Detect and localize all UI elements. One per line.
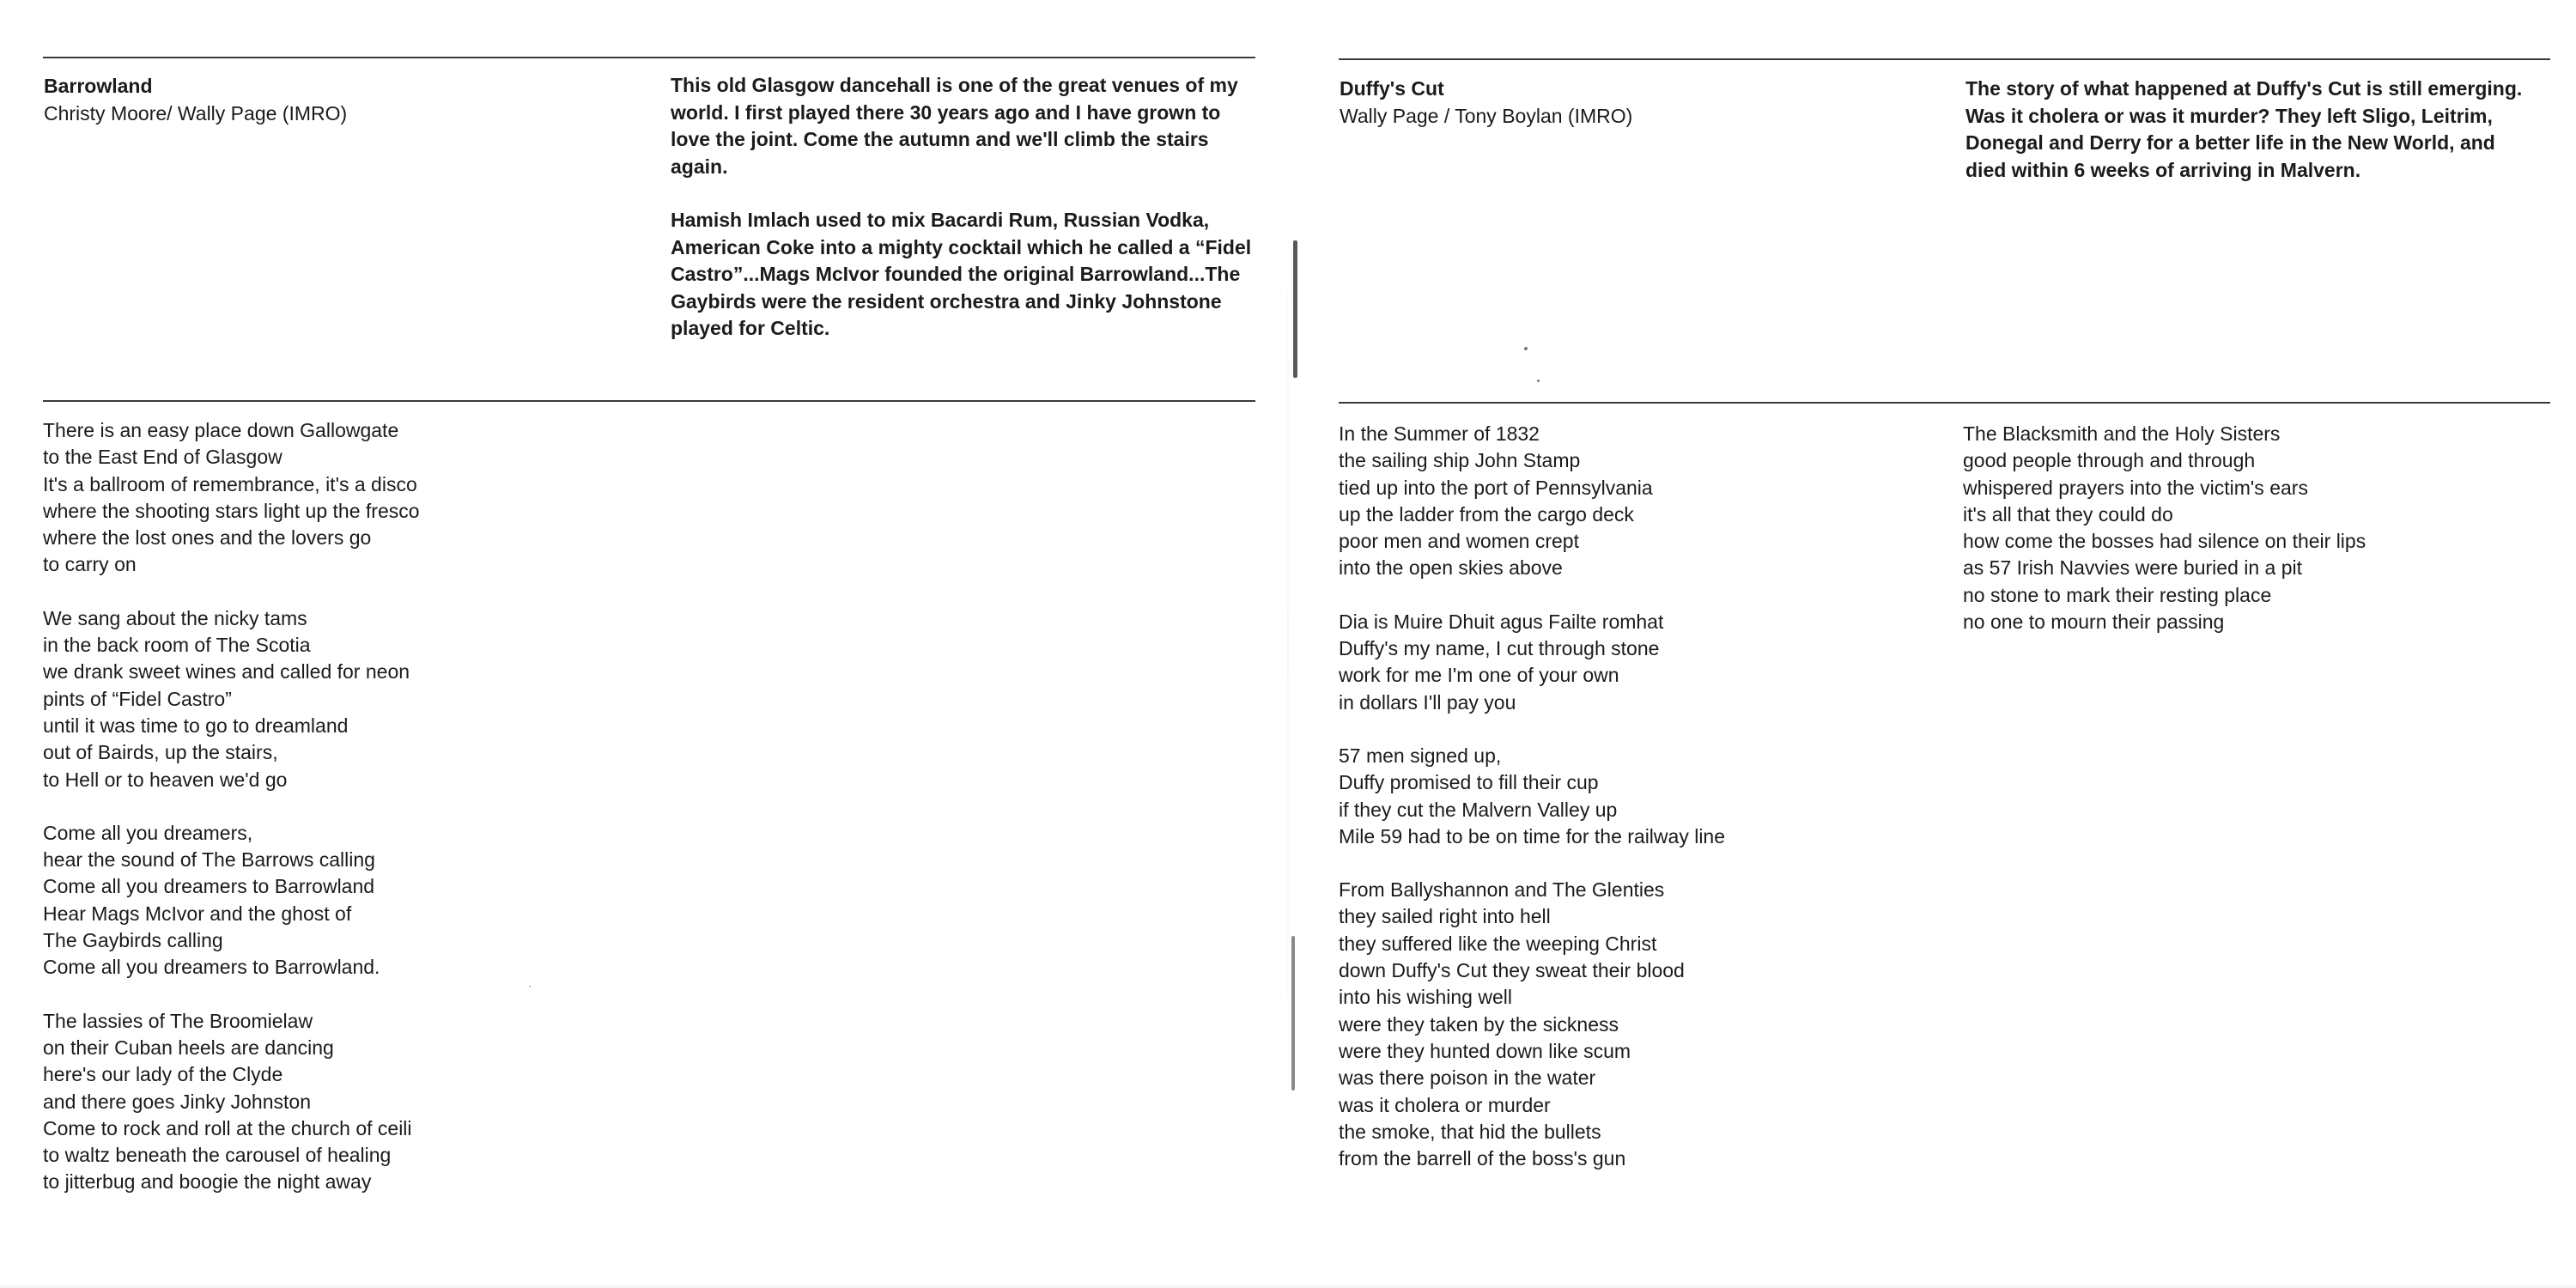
lyric-line: they sailed right into hell [1339, 905, 1551, 928]
lyric-line: was there poison in the water [1339, 1066, 1596, 1090]
lyric-line: pints of “Fidel Castro” [43, 687, 232, 710]
song-credits: Wally Page / Tony Boylan (IMRO) [1340, 105, 1633, 127]
lyrics-barrowland [43, 417, 644, 1223]
lyric-line: until it was time to go to dreamland [43, 714, 349, 737]
lyric-line: into the open skies above [1339, 556, 1563, 580]
lyric-line: were they hunted down like scum [1339, 1039, 1631, 1062]
lyric-line: as 57 Irish Navvies were buried in a pit [1963, 556, 2303, 580]
lyrics-stanza [1339, 609, 1940, 716]
lyrics-duffys-cut-col2 [1963, 421, 2564, 662]
lyrics-stanza [43, 605, 644, 793]
lyric-line: where the shooting stars light up the fresco [43, 499, 420, 522]
lyric-line: In the Summer of 1832 [1339, 422, 1540, 445]
scan-speck [529, 986, 531, 987]
lyric-line: here's our lady of the Clyde [43, 1063, 283, 1086]
scan-mark [1291, 936, 1295, 1091]
lyric-line: out of Bairds, up the stairs, [43, 741, 278, 764]
lyrics-stanza [1339, 421, 1940, 582]
lyric-line: were they taken by the sickness [1339, 1012, 1619, 1036]
song-title: Barrowland [44, 75, 153, 97]
lyric-line: Hear Mags McIvor and the ghost of [43, 902, 352, 925]
lyrics-stanza [1963, 421, 2564, 635]
lyric-line: the smoke, that hid the bullets [1339, 1120, 1601, 1143]
lyric-line: in dollars I'll pay you [1339, 690, 1516, 714]
lyric-line: up the ladder from the cargo deck [1339, 502, 1634, 526]
lyric-line: good people through and through [1963, 449, 2256, 472]
lyric-line: It's a ballroom of remembrance, it's a disco [43, 472, 417, 495]
lyric-line: The lassies of The Broomielaw [43, 1009, 313, 1032]
lyric-line: to the East End of Glasgow [43, 446, 283, 469]
lyric-line: From Ballyshannon and The Glenties [1339, 878, 1665, 902]
lyric-line: to carry on [43, 553, 137, 576]
lyric-line: The Gaybirds calling [43, 929, 223, 952]
page-edge [0, 1283, 2576, 1288]
lyric-line: The Blacksmith and the Holy Sisters [1963, 422, 2281, 445]
lyric-line: no stone to mark their resting place [1963, 583, 2272, 606]
lyric-line: and there goes Jinky Johnston [43, 1090, 311, 1113]
song-notes-barrowland [671, 72, 1263, 343]
lyric-line: Dia is Muire Dhuit agus Failte romhat [1339, 610, 1664, 633]
lyric-line: from the barrell of the boss's gun [1339, 1147, 1626, 1170]
lyric-line: how come the bosses had silence on their lips [1963, 530, 2366, 553]
lyrics-duffys-cut-col1 [1339, 421, 1940, 1199]
note-paragraph: Hamish Imlach used to mix Bacardi Rum, Russian Vodka, American Coke into a mighty cocktail which he called a “Fidel Castro”...Mags McIvor founded the original Barrowland...The Gaybirds were the resident orchestra and Jinky Johnstone played for Celtic. [671, 209, 1252, 339]
lyric-line: Come all you dreamers to Barrowland. [43, 956, 380, 979]
lyric-line: to Hell or to heaven we'd go [43, 768, 288, 791]
lyric-line: hear the sound of The Barrows calling [43, 848, 375, 872]
song-notes-duffys-cut [1965, 76, 2532, 184]
lyric-line: we drank sweet wines and called for neon [43, 660, 410, 683]
lyrics-stanza [1339, 743, 1940, 850]
lyrics-stanza [1339, 877, 1940, 1172]
page-spine [1287, 0, 1289, 1288]
lyric-line: in the back room of The Scotia [43, 634, 311, 657]
top-rule [1339, 58, 2550, 60]
lyric-line: There is an easy place down Gallowgate [43, 419, 399, 441]
lyric-line: Come all you dreamers to Barrowland [43, 875, 375, 898]
song-header-duffys-cut [1340, 75, 1889, 130]
scan-mark [1293, 240, 1297, 378]
lyric-line: 57 men signed up, [1339, 744, 1502, 767]
lyric-line: it's all that they could do [1963, 502, 2173, 526]
lyric-line: work for me I'm one of your own [1339, 664, 1619, 687]
lyrics-stanza [43, 417, 644, 579]
lyric-line: on their Cuban heels are dancing [43, 1036, 334, 1059]
lyric-line: to waltz beneath the carousel of healing [43, 1144, 392, 1167]
lyric-line: whispered prayers into the victim's ears [1963, 476, 2308, 499]
lyric-line: they suffered like the weeping Christ [1339, 932, 1657, 955]
scan-speck [1524, 347, 1528, 350]
right-page [1288, 0, 2576, 1288]
lyric-line: to jitterbug and boogie the night away [43, 1170, 372, 1194]
lyric-line: was it cholera or murder [1339, 1093, 1551, 1116]
song-title: Duffy's Cut [1340, 77, 1444, 100]
mid-rule [1339, 402, 2550, 404]
lyric-line: Duffy promised to fill their cup [1339, 771, 1599, 794]
song-header-barrowland [44, 72, 593, 127]
lyric-line: where the lost ones and the lovers go [43, 526, 372, 550]
song-credits: Christy Moore/ Wally Page (IMRO) [44, 102, 348, 125]
note-paragraph: The story of what happened at Duffy's Cut is still emerging. Was it cholera or was it murder? They left Sligo, Leitrim, Donegal and Derry for a better life in the New World, and died within 6 weeks of arriving in Malvern. [1965, 77, 2523, 181]
lyric-line: into his wishing well [1339, 986, 1512, 1009]
lyric-line: Mile 59 had to be on time for the railway line [1339, 824, 1726, 848]
lyrics-stanza [43, 1008, 644, 1196]
lyric-line: if they cut the Malvern Valley up [1339, 798, 1618, 821]
scan-speck [1537, 380, 1540, 382]
lyric-line: Come all you dreamers, [43, 821, 253, 844]
lyric-line: tied up into the port of Pennsylvania [1339, 476, 1653, 499]
mid-rule [43, 400, 1255, 402]
lyric-line: poor men and women crept [1339, 530, 1579, 553]
lyric-line: down Duffy's Cut they sweat their blood [1339, 959, 1685, 982]
lyrics-stanza [43, 820, 644, 981]
lyric-line: We sang about the nicky tams [43, 606, 307, 629]
lyric-line: no one to mourn their passing [1963, 611, 2225, 634]
note-paragraph: This old Glasgow dancehall is one of the great venues of my world. I first played there 30 years ago and I have grown to love the joint. Come the autumn and we'll climb the stairs again. [671, 74, 1238, 178]
lyric-line: the sailing ship John Stamp [1339, 449, 1581, 472]
lyric-line: Duffy's my name, I cut through stone [1339, 637, 1660, 660]
top-rule [43, 57, 1255, 58]
lyric-line: Come to rock and roll at the church of ceili [43, 1116, 412, 1139]
